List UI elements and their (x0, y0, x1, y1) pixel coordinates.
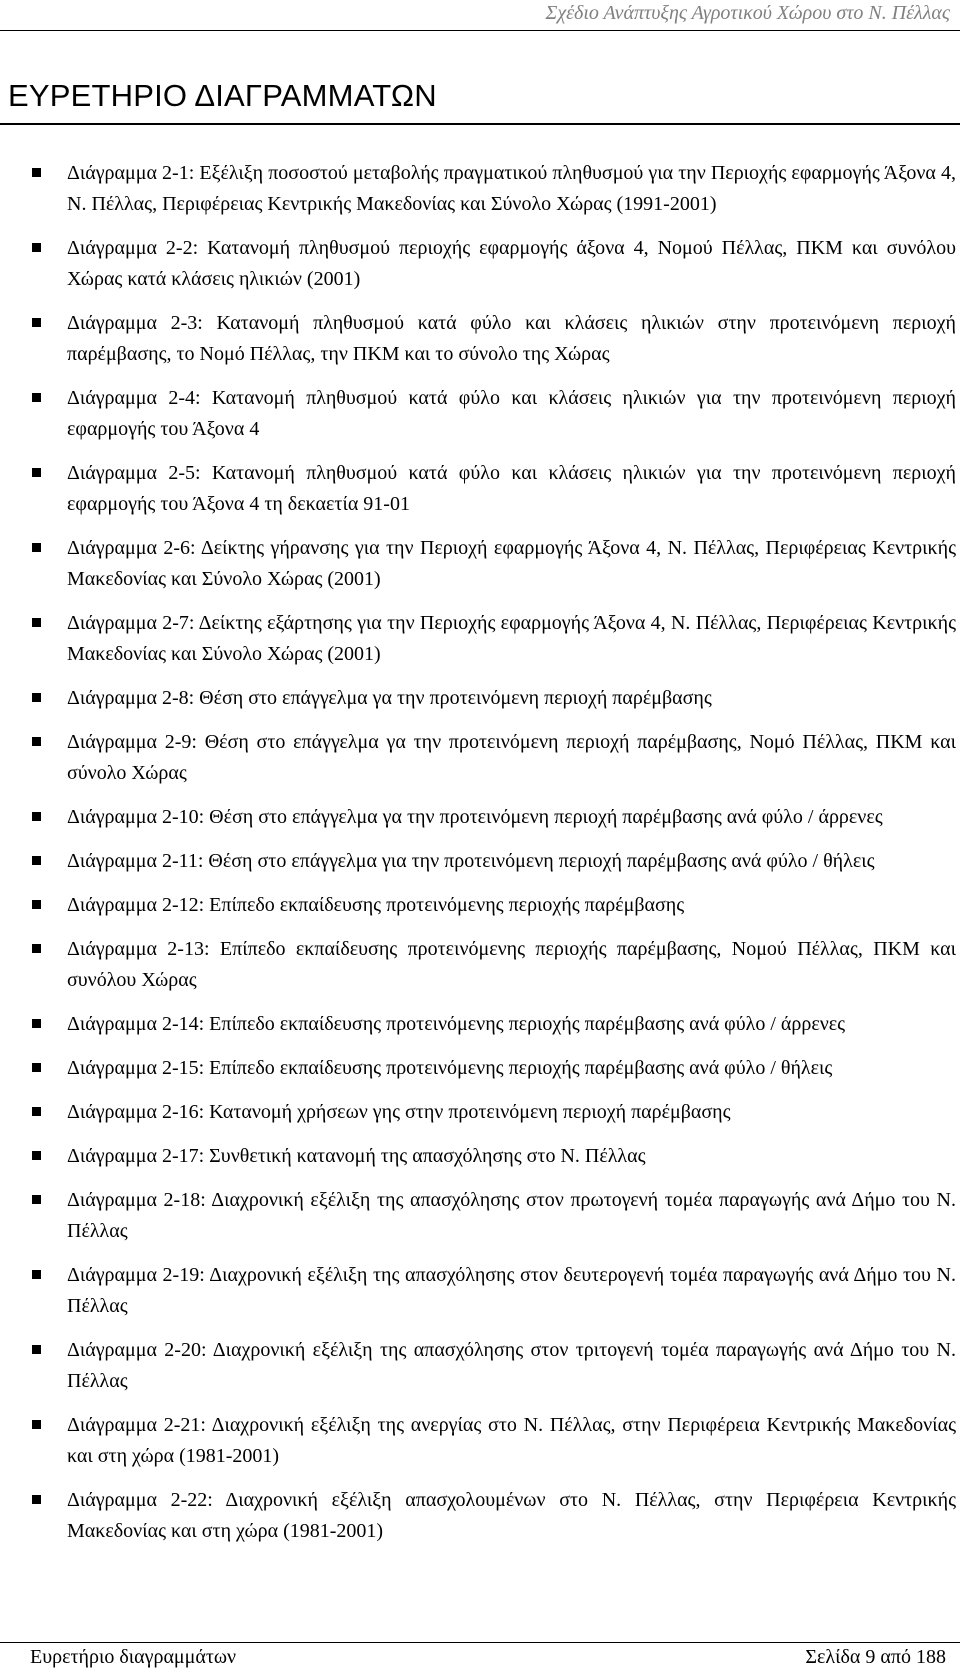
list-item (0, 533, 960, 595)
list-item (0, 683, 960, 714)
list-item (0, 158, 960, 220)
square-bullet-icon (32, 856, 41, 865)
list-item (0, 727, 960, 789)
square-bullet-icon (32, 318, 41, 327)
list-item (0, 383, 960, 445)
list-item-text: Διάγραμμα 2-9: Θέση στο επάγγελμα γα την προτεινόμενη περιοχή παρέμβασης, Νομό Πέλλας, ΠΚΜ και σύνολο Χώρας (67, 731, 956, 784)
list-item-text: Διάγραμμα 2-2: Κατανομή πληθυσμού περιοχής εφαρμογής άξονα 4, Νομού Πέλλας, ΠΚΜ και συνόλου Χώρας κατά κλάσεις ηλικιών (2001) (67, 237, 956, 290)
square-bullet-icon (32, 737, 41, 746)
page-title: ΕΥΡΕΤΗΡΙΟ ΔΙΑΓΡΑΜΜΑΤΩΝ (8, 78, 437, 113)
title-divider (0, 123, 960, 125)
header-divider (0, 30, 960, 31)
list-item (0, 1185, 960, 1247)
list-item (0, 934, 960, 996)
square-bullet-icon (32, 693, 41, 702)
square-bullet-icon (32, 1019, 41, 1028)
list-item-text: Διάγραμμα 2-16: Κατανομή χρήσεων γης στην προτεινόμενη περιοχή παρέμβασης (67, 1101, 731, 1123)
square-bullet-icon (32, 812, 41, 821)
list-item (0, 802, 960, 833)
footer-section-label: Ευρετήριο διαγραμμάτων (30, 1646, 237, 1668)
list-item (0, 1485, 960, 1547)
list-item (0, 608, 960, 670)
list-item-text: Διάγραμμα 2-22: Διαχρονική εξέλιξη απασχολουμένων στο Ν. Πέλλας, στην Περιφέρεια Κεντρικής Μακεδονίας και στη χώρα (1981-2001) (67, 1489, 956, 1542)
square-bullet-icon (32, 1195, 41, 1204)
list-item (0, 846, 960, 877)
list-item (0, 1009, 960, 1040)
square-bullet-icon (32, 1420, 41, 1429)
list-item-text: Διάγραμμα 2-1: Εξέλιξη ποσοστού μεταβολής πραγματικού πληθυσμού για την Περιοχής εφαρμογής Άξονα 4, Ν. Πέλλας, Περιφέρειας Κεντρικής Μακεδονίας και Σύνολο Χώρας (1991-2001) (67, 162, 956, 215)
list-item (0, 1335, 960, 1397)
list-item (0, 1410, 960, 1472)
square-bullet-icon (32, 1495, 41, 1504)
square-bullet-icon (32, 168, 41, 177)
list-item (0, 1260, 960, 1322)
footer-divider (0, 1642, 960, 1643)
list-item-text: Διάγραμμα 2-13: Επίπεδο εκπαίδευσης προτεινόμενης περιοχής παρέμβασης, Νομού Πέλλας, ΠΚΜ και συνόλου Χώρας (67, 938, 956, 991)
square-bullet-icon (32, 243, 41, 252)
list-item-text: Διάγραμμα 2-21: Διαχρονική εξέλιξη της ανεργίας στο Ν. Πέλλας, στην Περιφέρεια Κεντρικής Μακεδονίας και στη χώρα (1981-2001) (67, 1414, 956, 1467)
list-item (0, 1141, 960, 1172)
running-header: Σχέδιο Ανάπτυξης Αγροτικού Χώρου στο Ν. Πέλλας (545, 2, 950, 24)
list-item-text: Διάγραμμα 2-6: Δείκτης γήρανσης για την Περιοχή εφαρμογής Άξονα 4, Ν. Πέλλας, Περιφέρειας Κεντρικής Μακεδονίας και Σύνολο Χώρας (2001) (67, 537, 956, 590)
list-item-text: Διάγραμμα 2-11: Θέση στο επάγγελμα για την προτεινόμενη περιοχή παρέμβασης ανά φύλο / θήλεις (67, 850, 875, 872)
diagram-index-list (0, 158, 960, 1560)
square-bullet-icon (32, 393, 41, 402)
square-bullet-icon (32, 900, 41, 909)
square-bullet-icon (32, 1063, 41, 1072)
square-bullet-icon (32, 1270, 41, 1279)
page-footer (0, 1642, 960, 1672)
list-item-text: Διάγραμμα 2-14: Επίπεδο εκπαίδευσης προτεινόμενης περιοχής παρέμβασης ανά φύλο / άρρενες (67, 1013, 846, 1035)
list-item-text: Διάγραμμα 2-5: Κατανομή πληθυσμού κατά φύλο και κλάσεις ηλικιών για την προτεινόμενη περιοχή εφαρμογής του Άξονα 4 τη δεκαετία 91-01 (67, 462, 956, 515)
list-item-text: Διάγραμμα 2-19: Διαχρονική εξέλιξη της απασχόλησης στον δευτερογενή τομέα παραγωγής ανά Δήμο του Ν. Πέλλας (67, 1264, 956, 1317)
list-item (0, 233, 960, 295)
list-item-text: Διάγραμμα 2-12: Επίπεδο εκπαίδευσης προτεινόμενης περιοχής παρέμβασης (67, 894, 685, 916)
list-item-text: Διάγραμμα 2-20: Διαχρονική εξέλιξη της απασχόλησης στον τριτογενή τομέα παραγωγής ανά Δήμο του Ν. Πέλλας (67, 1339, 956, 1392)
square-bullet-icon (32, 543, 41, 552)
list-item-text: Διάγραμμα 2-8: Θέση στο επάγγελμα γα την προτεινόμενη περιοχή παρέμβασης (67, 687, 712, 709)
list-item (0, 890, 960, 921)
list-item-text: Διάγραμμα 2-7: Δείκτης εξάρτησης για την Περιοχής εφαρμογής Άξονα 4, Ν. Πέλλας, Περιφέρειας Κεντρικής Μακεδονίας και Σύνολο Χώρας (2001) (67, 612, 956, 665)
list-item (0, 458, 960, 520)
square-bullet-icon (32, 618, 41, 627)
footer-page-number: Σελίδα 9 από 188 (805, 1646, 946, 1668)
square-bullet-icon (32, 468, 41, 477)
list-item (0, 308, 960, 370)
list-item (0, 1097, 960, 1128)
list-item (0, 1053, 960, 1084)
list-item-text: Διάγραμμα 2-18: Διαχρονική εξέλιξη της απασχόλησης στον πρωτογενή τομέα παραγωγής ανά Δήμο του Ν. Πέλλας (67, 1189, 956, 1242)
list-item-text: Διάγραμμα 2-17: Συνθετική κατανομή της απασχόλησης στο Ν. Πέλλας (67, 1145, 646, 1167)
square-bullet-icon (32, 1345, 41, 1354)
square-bullet-icon (32, 1151, 41, 1160)
list-item-text: Διάγραμμα 2-4: Κατανομή πληθυσμού κατά φύλο και κλάσεις ηλικιών για την προτεινόμενη περιοχή εφαρμογής του Άξονα 4 (67, 387, 956, 440)
square-bullet-icon (32, 944, 41, 953)
list-item-text: Διάγραμμα 2-10: Θέση στο επάγγελμα γα την προτεινόμενη περιοχή παρέμβασης ανά φύλο / άρρενες (67, 806, 883, 828)
list-item-text: Διάγραμμα 2-3: Κατανομή πληθυσμού κατά φύλο και κλάσεις ηλικιών στην προτεινόμενη περιοχή παρέμβασης, το Νομό Πέλλας, την ΠΚΜ και το σύνολο της Χώρας (67, 312, 956, 365)
list-item-text: Διάγραμμα 2-15: Επίπεδο εκπαίδευσης προτεινόμενης περιοχής παρέμβασης ανά φύλο / θήλεις (67, 1057, 833, 1079)
square-bullet-icon (32, 1107, 41, 1116)
